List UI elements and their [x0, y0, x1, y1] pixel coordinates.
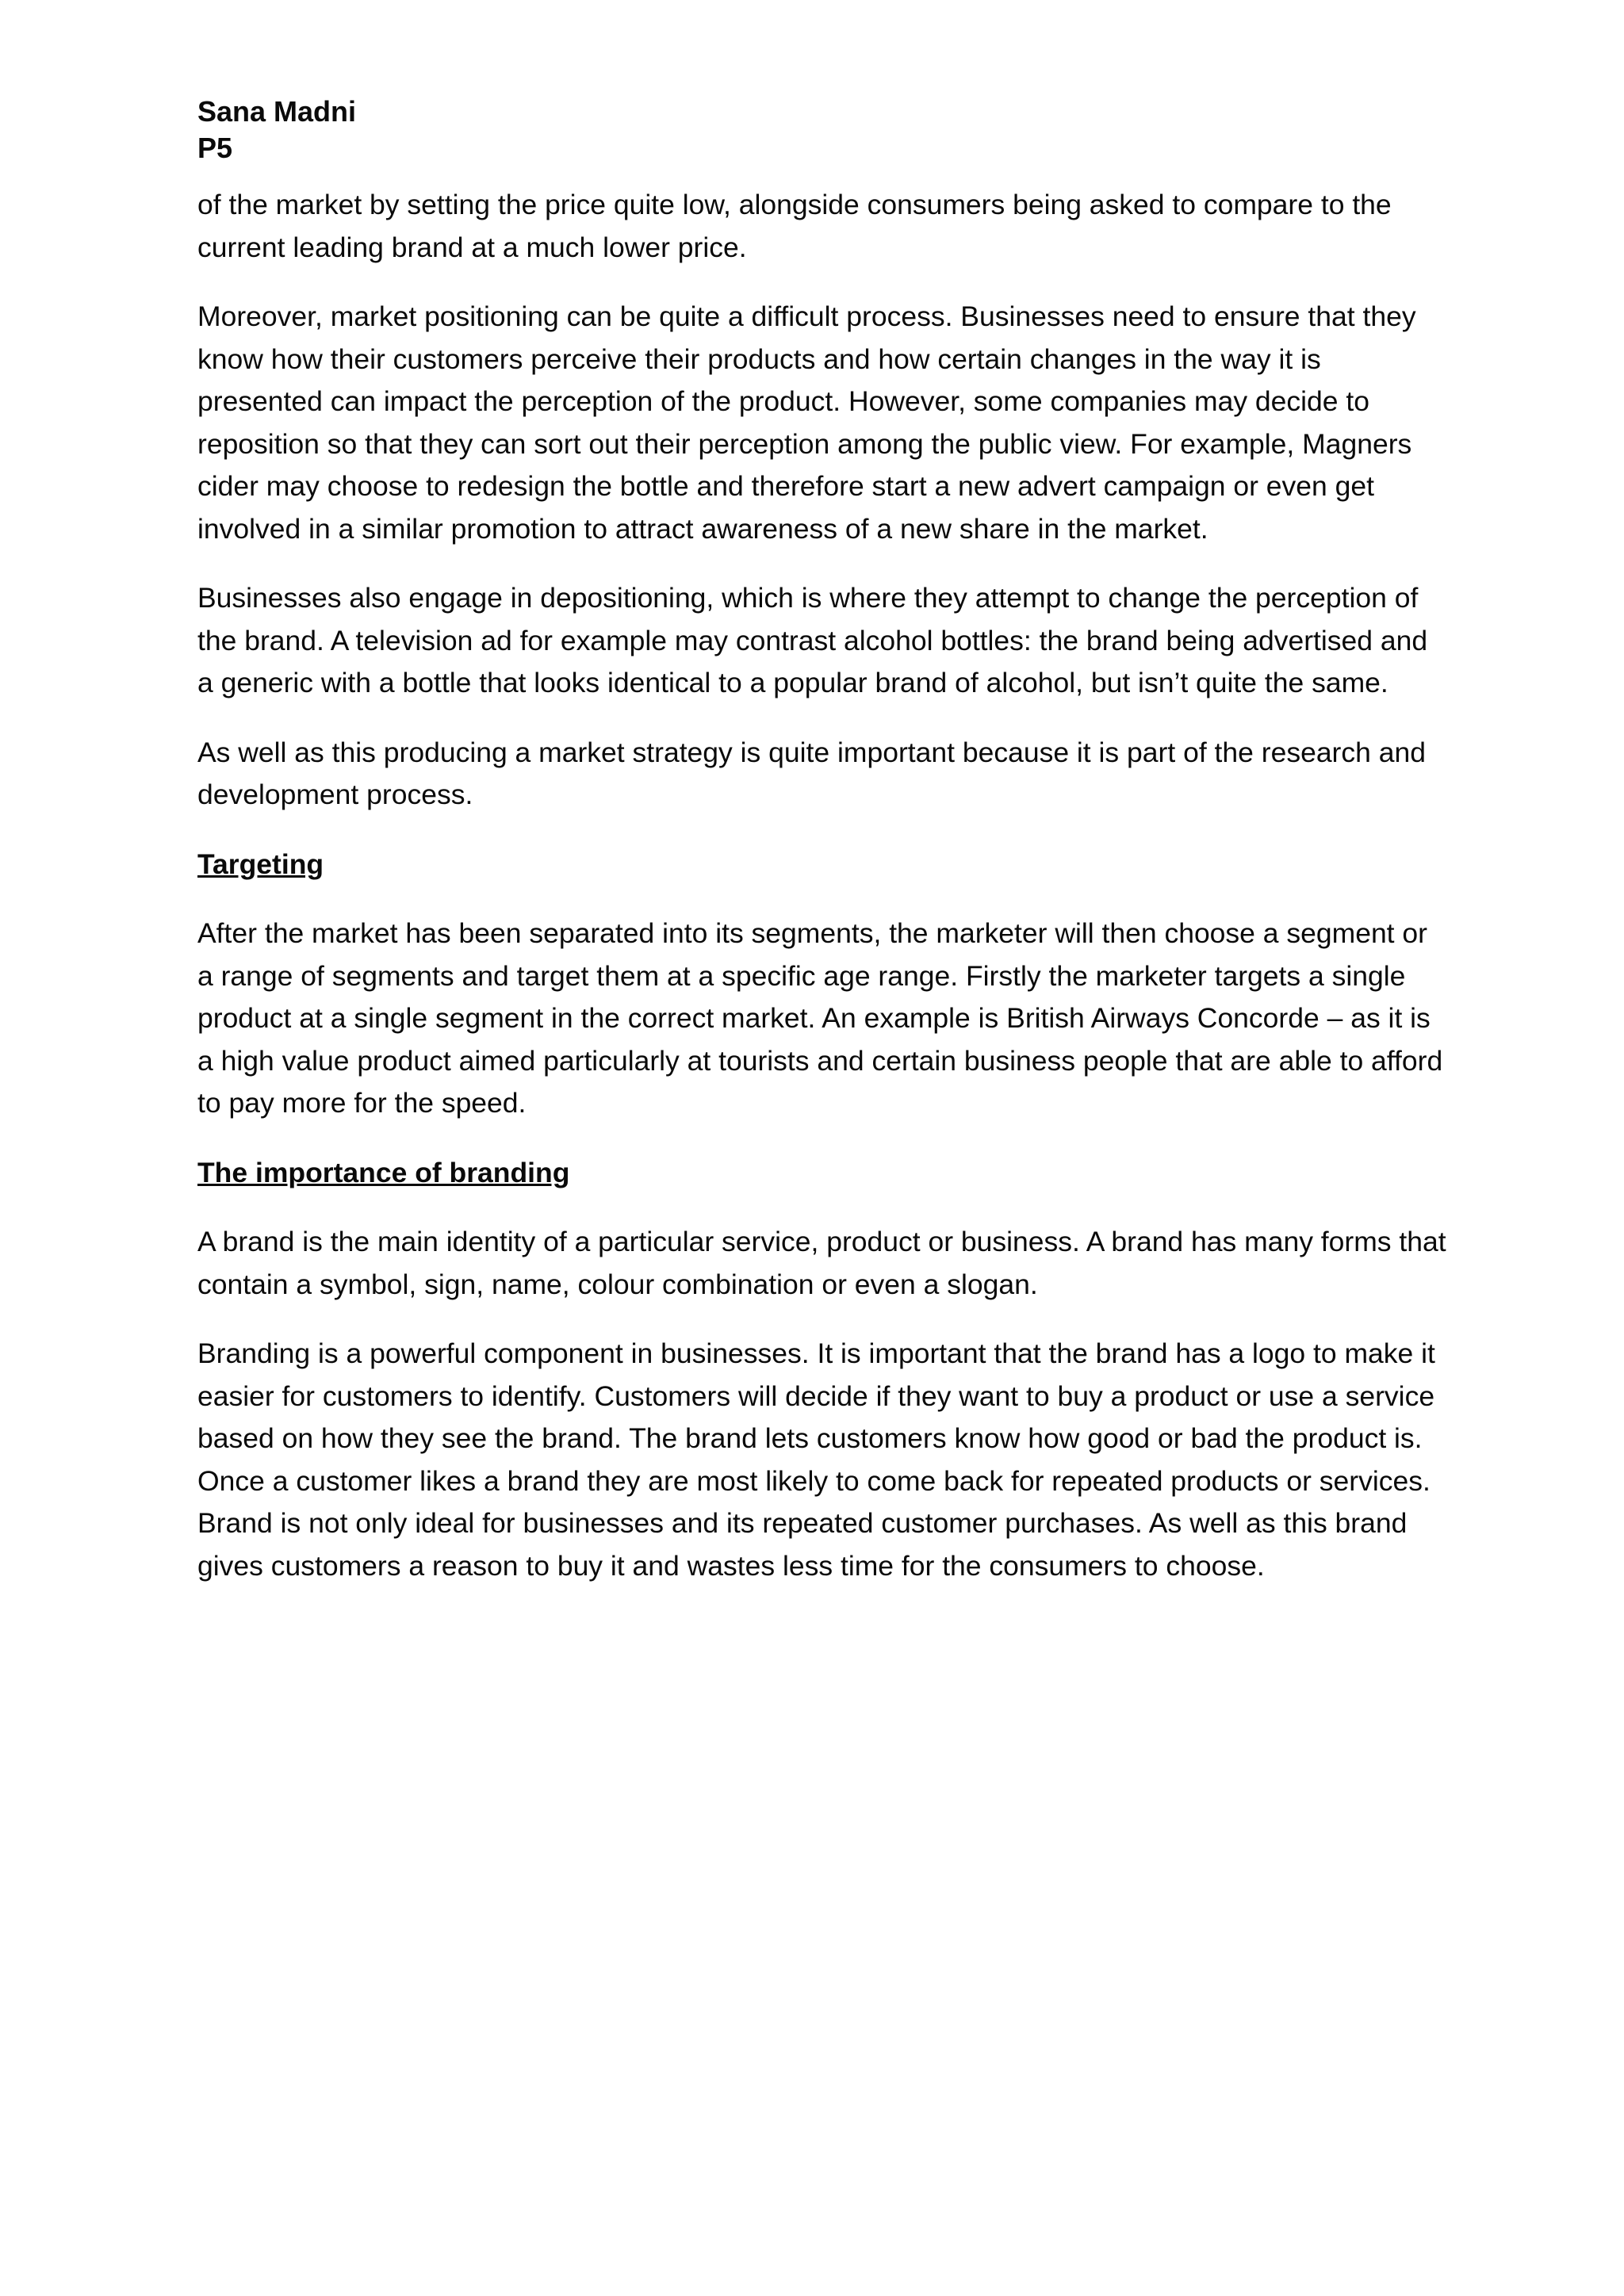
paragraph-market-pricing: of the market by setting the price quite low, alongside consumers being asked to compare to the current leading brand at a much lower price. — [197, 189, 1392, 263]
paragraph-market-positioning: Moreover, market positioning can be quite a difficult process. Businesses need to ensure that they know how their customers perceive their products and how certain changes in the way it is presented can impact the perception of the product. However, some companies may decide to reposition so that they can sort out their perception among the public view. For example, Magners cider may choose to redesign the bottle and therefore start a new advert campaign or even get involved in a similar promotion to attract awareness of a new share in the market. — [197, 300, 1416, 545]
paragraph-market-strategy: As well as this producing a market strategy is quite important because it is part of the research and development process. — [197, 736, 1426, 810]
paragraph-depositioning: Businesses also engage in depositioning, which is where they attempt to change the perception of the brand. A television ad for example may contrast alcohol bottles: the brand being advertised and a generic with a bottle that looks identical to a popular brand of alcohol, but isn’t quite the same. — [197, 582, 1428, 698]
paragraph-brand-definition: A brand is the main identity of a particular service, product or business. A brand has many forms that contain a symbol, sign, name, colour combination or even a slogan. — [197, 1226, 1446, 1300]
paragraph-branding-power: Branding is a powerful component in businesses. It is important that the brand has a logo to make it easier for customers to identify. Customers will decide if they want to buy a product or use a service based on how they see the brand. The brand lets customers know how good or bad the product is. Once a customer likes a brand they are most likely to come back for repeated products or services. Brand is not only ideal for businesses and its repeated customer purchases. As well as this brand gives customers a reason to buy it and wastes less time for the consumers to choose. — [197, 1337, 1435, 1582]
author-name: Sana Madni — [197, 95, 357, 128]
page-label: P5 — [197, 132, 233, 164]
heading-branding: The importance of branding — [197, 1156, 570, 1188]
page-content — [197, 94, 1450, 1614]
page-header — [197, 94, 1450, 166]
heading-targeting: Targeting — [197, 848, 324, 880]
paragraph-targeting: After the market has been separated into its segments, the marketer will then choose a segment or a range of segments and target them at a specific age range. Firstly the marketer targets a single product at a single segment in the correct market. An example is British Airways Concorde – as it is a high value product aimed particularly at tourists and certain business people that are able to afford to pay more for the speed. — [197, 917, 1443, 1119]
